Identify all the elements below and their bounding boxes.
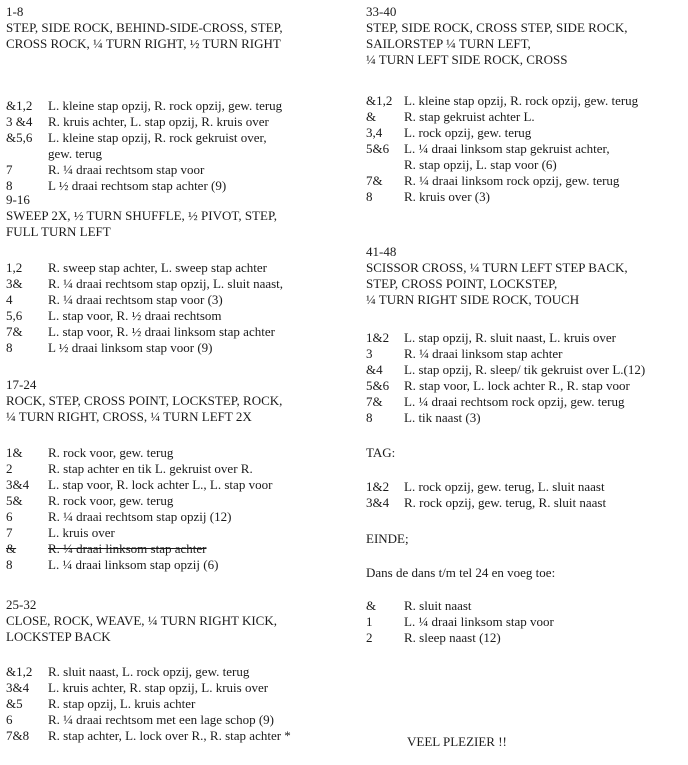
- step-row: [6, 680, 342, 696]
- step-text: R. sleep naast (12): [404, 630, 501, 645]
- step-text: R. stap voor, L. lock achter R., R. stap voor: [404, 378, 630, 393]
- step-count: 3&4: [6, 477, 30, 492]
- step-text: R. ¼ draai rechtsom met een lage schop (9): [48, 712, 274, 727]
- step-row: [6, 712, 342, 728]
- step-count: 1&2: [366, 330, 390, 345]
- step-row: [366, 362, 684, 378]
- step-count: &1,2: [6, 664, 33, 679]
- step-row: [6, 98, 342, 114]
- section-title: CLOSE, ROCK, WEAVE, ¼ TURN RIGHT KICK, LOCKSTEP BACK: [6, 613, 277, 644]
- section-number: 17-24: [6, 377, 37, 392]
- step-count: 1,2: [6, 260, 23, 275]
- step-text: L. ¼ draai rechtsom rock opzij, gew. terug: [404, 394, 625, 409]
- step-text: L. ¼ draai linksom stap opzij (6): [48, 557, 219, 572]
- step-count: 4: [6, 292, 13, 307]
- section-number: 41-48: [366, 244, 397, 259]
- section-number: 9-16: [6, 192, 30, 207]
- section-title: ROCK, STEP, CROSS POINT, LOCKSTEP, ROCK, ¼ TURN RIGHT, CROSS, ¼ TURN LEFT 2X: [6, 393, 283, 424]
- step-count: 7: [6, 525, 13, 540]
- step-text: L. stap voor, R. lock achter L., L. stap voor: [48, 477, 273, 492]
- step-text: R. rock voor, gew. terug: [48, 445, 174, 460]
- step-row: [6, 260, 342, 276]
- step-row: [366, 495, 684, 511]
- step-text: L. stap voor, R. ½ draai linksom stap achter: [48, 324, 275, 339]
- step-text: R. ¼ draai rechtsom stap voor (3): [48, 292, 223, 307]
- step-row: [366, 109, 684, 125]
- step-row: [366, 479, 684, 495]
- step-row: [6, 477, 342, 493]
- step-row: [6, 308, 342, 324]
- section-33-40: [366, 4, 684, 68]
- step-count: 3 &4: [6, 114, 33, 129]
- step-text: R. ¼ draai rechtsom stap opzij, L. sluit naast,: [48, 276, 284, 291]
- tag-label: TAG:: [366, 445, 396, 460]
- step-count: 7&: [366, 173, 383, 188]
- step-row: [366, 630, 684, 646]
- step-text: R. kruis achter, L. stap opzij, R. kruis over: [48, 114, 269, 129]
- step-count: 8: [366, 410, 373, 425]
- step-row: [366, 93, 684, 109]
- steps-33-40: [366, 93, 684, 205]
- step-text: R. rock voor, gew. terug: [48, 493, 174, 508]
- step-count: &: [6, 541, 17, 556]
- step-count: 6: [6, 712, 13, 727]
- step-text: R. ¼ draai linksom stap achter: [48, 541, 207, 556]
- step-text: R. stap opzij, L. kruis achter: [48, 696, 196, 711]
- step-row: [6, 493, 342, 509]
- step-text: L. kleine stap opzij, R. rock opzij, gew. terug: [48, 98, 283, 113]
- step-row: [366, 614, 684, 630]
- step-row: [366, 378, 684, 394]
- section-title: STEP, SIDE ROCK, CROSS STEP, SIDE ROCK, SAILORSTEP ¼ TURN LEFT, ¼ TURN LEFT SIDE ROCK, CROSS: [366, 20, 628, 67]
- step-count: 5&6: [366, 378, 390, 393]
- step-text: L. tik naast (3): [404, 410, 481, 425]
- step-text: R. stap achter en tik L. gekruist over R.: [48, 461, 253, 476]
- step-row-struck: [6, 541, 342, 557]
- step-count: 1&2: [366, 479, 390, 494]
- step-count: &1,2: [6, 98, 33, 113]
- step-text: R. ¼ draai linksom stap achter: [404, 346, 563, 361]
- section-number: 25-32: [6, 597, 37, 612]
- step-count: 8: [6, 557, 13, 572]
- steps-41-48: [366, 330, 684, 426]
- step-row: [6, 525, 342, 541]
- step-row: [366, 141, 684, 173]
- step-text: L. stap voor, R. ½ draai rechtsom: [48, 308, 222, 323]
- step-count: 1&: [6, 445, 23, 460]
- step-count: 7: [6, 162, 13, 177]
- step-text: L. rock opzij, gew. terug, L. sluit naast: [404, 479, 605, 494]
- step-count: &4: [366, 362, 383, 377]
- section-25-32: [6, 597, 342, 645]
- step-row: [366, 330, 684, 346]
- step-count: 2: [366, 630, 373, 645]
- step-count: 6: [6, 509, 13, 524]
- step-row: [6, 276, 342, 292]
- step-text: R. ¼ draai rechtsom stap opzij (12): [48, 509, 232, 524]
- step-count: 1: [366, 614, 373, 629]
- step-text: L. kruis over: [48, 525, 115, 540]
- step-count: 2: [6, 461, 13, 476]
- step-row: [366, 125, 684, 141]
- dans-note: Dans de dans t/m tel 24 en voeg toe:: [366, 565, 556, 580]
- step-row: [6, 509, 342, 525]
- step-text: R. rock opzij, gew. terug, R. sluit naast: [404, 495, 607, 510]
- step-text: R. stap gekruist achter L.: [404, 109, 535, 124]
- step-row: [366, 394, 684, 410]
- step-count: &5: [6, 696, 23, 711]
- step-count: &1,2: [366, 93, 393, 108]
- einde-label: EINDE;: [366, 531, 409, 546]
- step-text: L. stap opzij, R. sleep/ tik gekruist over L.(12): [404, 362, 646, 377]
- step-count: &: [366, 598, 377, 613]
- step-text: R. kruis over (3): [404, 189, 490, 204]
- step-row: [6, 696, 342, 712]
- section-9-16: [6, 192, 342, 240]
- step-count: 3&: [6, 276, 23, 291]
- step-row: [366, 598, 684, 614]
- step-count: 5&6: [366, 141, 390, 156]
- step-text: R. stap achter, L. lock over R., R. stap achter *: [48, 728, 291, 743]
- step-text: L. ¼ draai linksom stap voor: [404, 614, 554, 629]
- section-number: 33-40: [366, 4, 397, 19]
- step-text: R. sweep stap achter, L. sweep stap achter: [48, 260, 267, 275]
- step-text: L. ¼ draai linksom stap gekruist achter, R. stap opzij, L. stap voor (6): [404, 141, 610, 172]
- step-count: 5&: [6, 493, 23, 508]
- step-count: 7&8: [6, 728, 30, 743]
- step-row: [6, 292, 342, 308]
- section-title: STEP, SIDE ROCK, BEHIND-SIDE-CROSS, STEP, CROSS ROCK, ¼ TURN RIGHT, ½ TURN RIGHT: [6, 20, 283, 51]
- step-row: [6, 728, 342, 744]
- step-row: [366, 189, 684, 205]
- step-text: L. kleine stap opzij, R. rock gekruist over, gew. terug: [48, 130, 267, 161]
- step-count: 7&: [6, 324, 23, 339]
- step-count: &5,6: [6, 130, 33, 145]
- step-count: 3&4: [366, 495, 390, 510]
- step-text: L. stap opzij, R. sluit naast, L. kruis over: [404, 330, 616, 345]
- step-row: [6, 162, 342, 178]
- step-count: 3,4: [366, 125, 383, 140]
- step-row: [6, 445, 342, 461]
- step-text: R. ¼ draai rechtsom stap voor: [48, 162, 205, 177]
- step-row: [366, 410, 684, 426]
- step-count: 8: [366, 189, 373, 204]
- step-count: 7&: [366, 394, 383, 409]
- step-count: 3: [366, 346, 373, 361]
- step-row: [366, 346, 684, 362]
- step-text: L ½ draai linksom stap voor (9): [48, 340, 213, 355]
- steps-1-8: [6, 98, 342, 194]
- step-count: &: [366, 109, 377, 124]
- step-text: R. sluit naast: [404, 598, 472, 613]
- steps-25-32: [6, 664, 342, 744]
- step-count: 8: [6, 340, 13, 355]
- step-row: [6, 130, 342, 162]
- step-text: L. kleine stap opzij, R. rock opzij, gew. terug: [404, 93, 639, 108]
- step-count: 3&4: [6, 680, 30, 695]
- step-count: 5,6: [6, 308, 23, 323]
- step-text: R. ¼ draai linksom rock opzij, gew. terug: [404, 173, 620, 188]
- step-row: [6, 461, 342, 477]
- step-text: R. sluit naast, L. rock opzij, gew. terug: [48, 664, 250, 679]
- section-1-8: [6, 4, 342, 52]
- section-number: 1-8: [6, 4, 24, 19]
- steps-17-24: [6, 445, 342, 573]
- closing-message: VEEL PLEZIER !!: [407, 734, 507, 749]
- step-row: [366, 173, 684, 189]
- tag-steps: [366, 479, 684, 511]
- section-title: SCISSOR CROSS, ¼ TURN LEFT STEP BACK, STEP, CROSS POINT, LOCKSTEP, ¼ TURN RIGHT SIDE ROCK, TOUCH: [366, 260, 628, 307]
- step-row: [6, 324, 342, 340]
- section-title: SWEEP 2X, ½ TURN SHUFFLE, ½ PIVOT, STEP, FULL TURN LEFT: [6, 208, 277, 239]
- step-text: L. kruis achter, R. stap opzij, L. kruis over: [48, 680, 269, 695]
- step-text: L ½ draai rechtsom stap achter (9): [48, 178, 227, 193]
- steps-9-16: [6, 260, 342, 356]
- step-row: [6, 114, 342, 130]
- step-count: 8: [6, 178, 13, 193]
- step-row: [6, 664, 342, 680]
- extra-steps: [366, 598, 684, 646]
- step-row: [6, 557, 342, 573]
- step-text: L. rock opzij, gew. terug: [404, 125, 532, 140]
- section-41-48: [366, 244, 684, 308]
- step-row: [6, 340, 342, 356]
- section-17-24: [6, 377, 342, 425]
